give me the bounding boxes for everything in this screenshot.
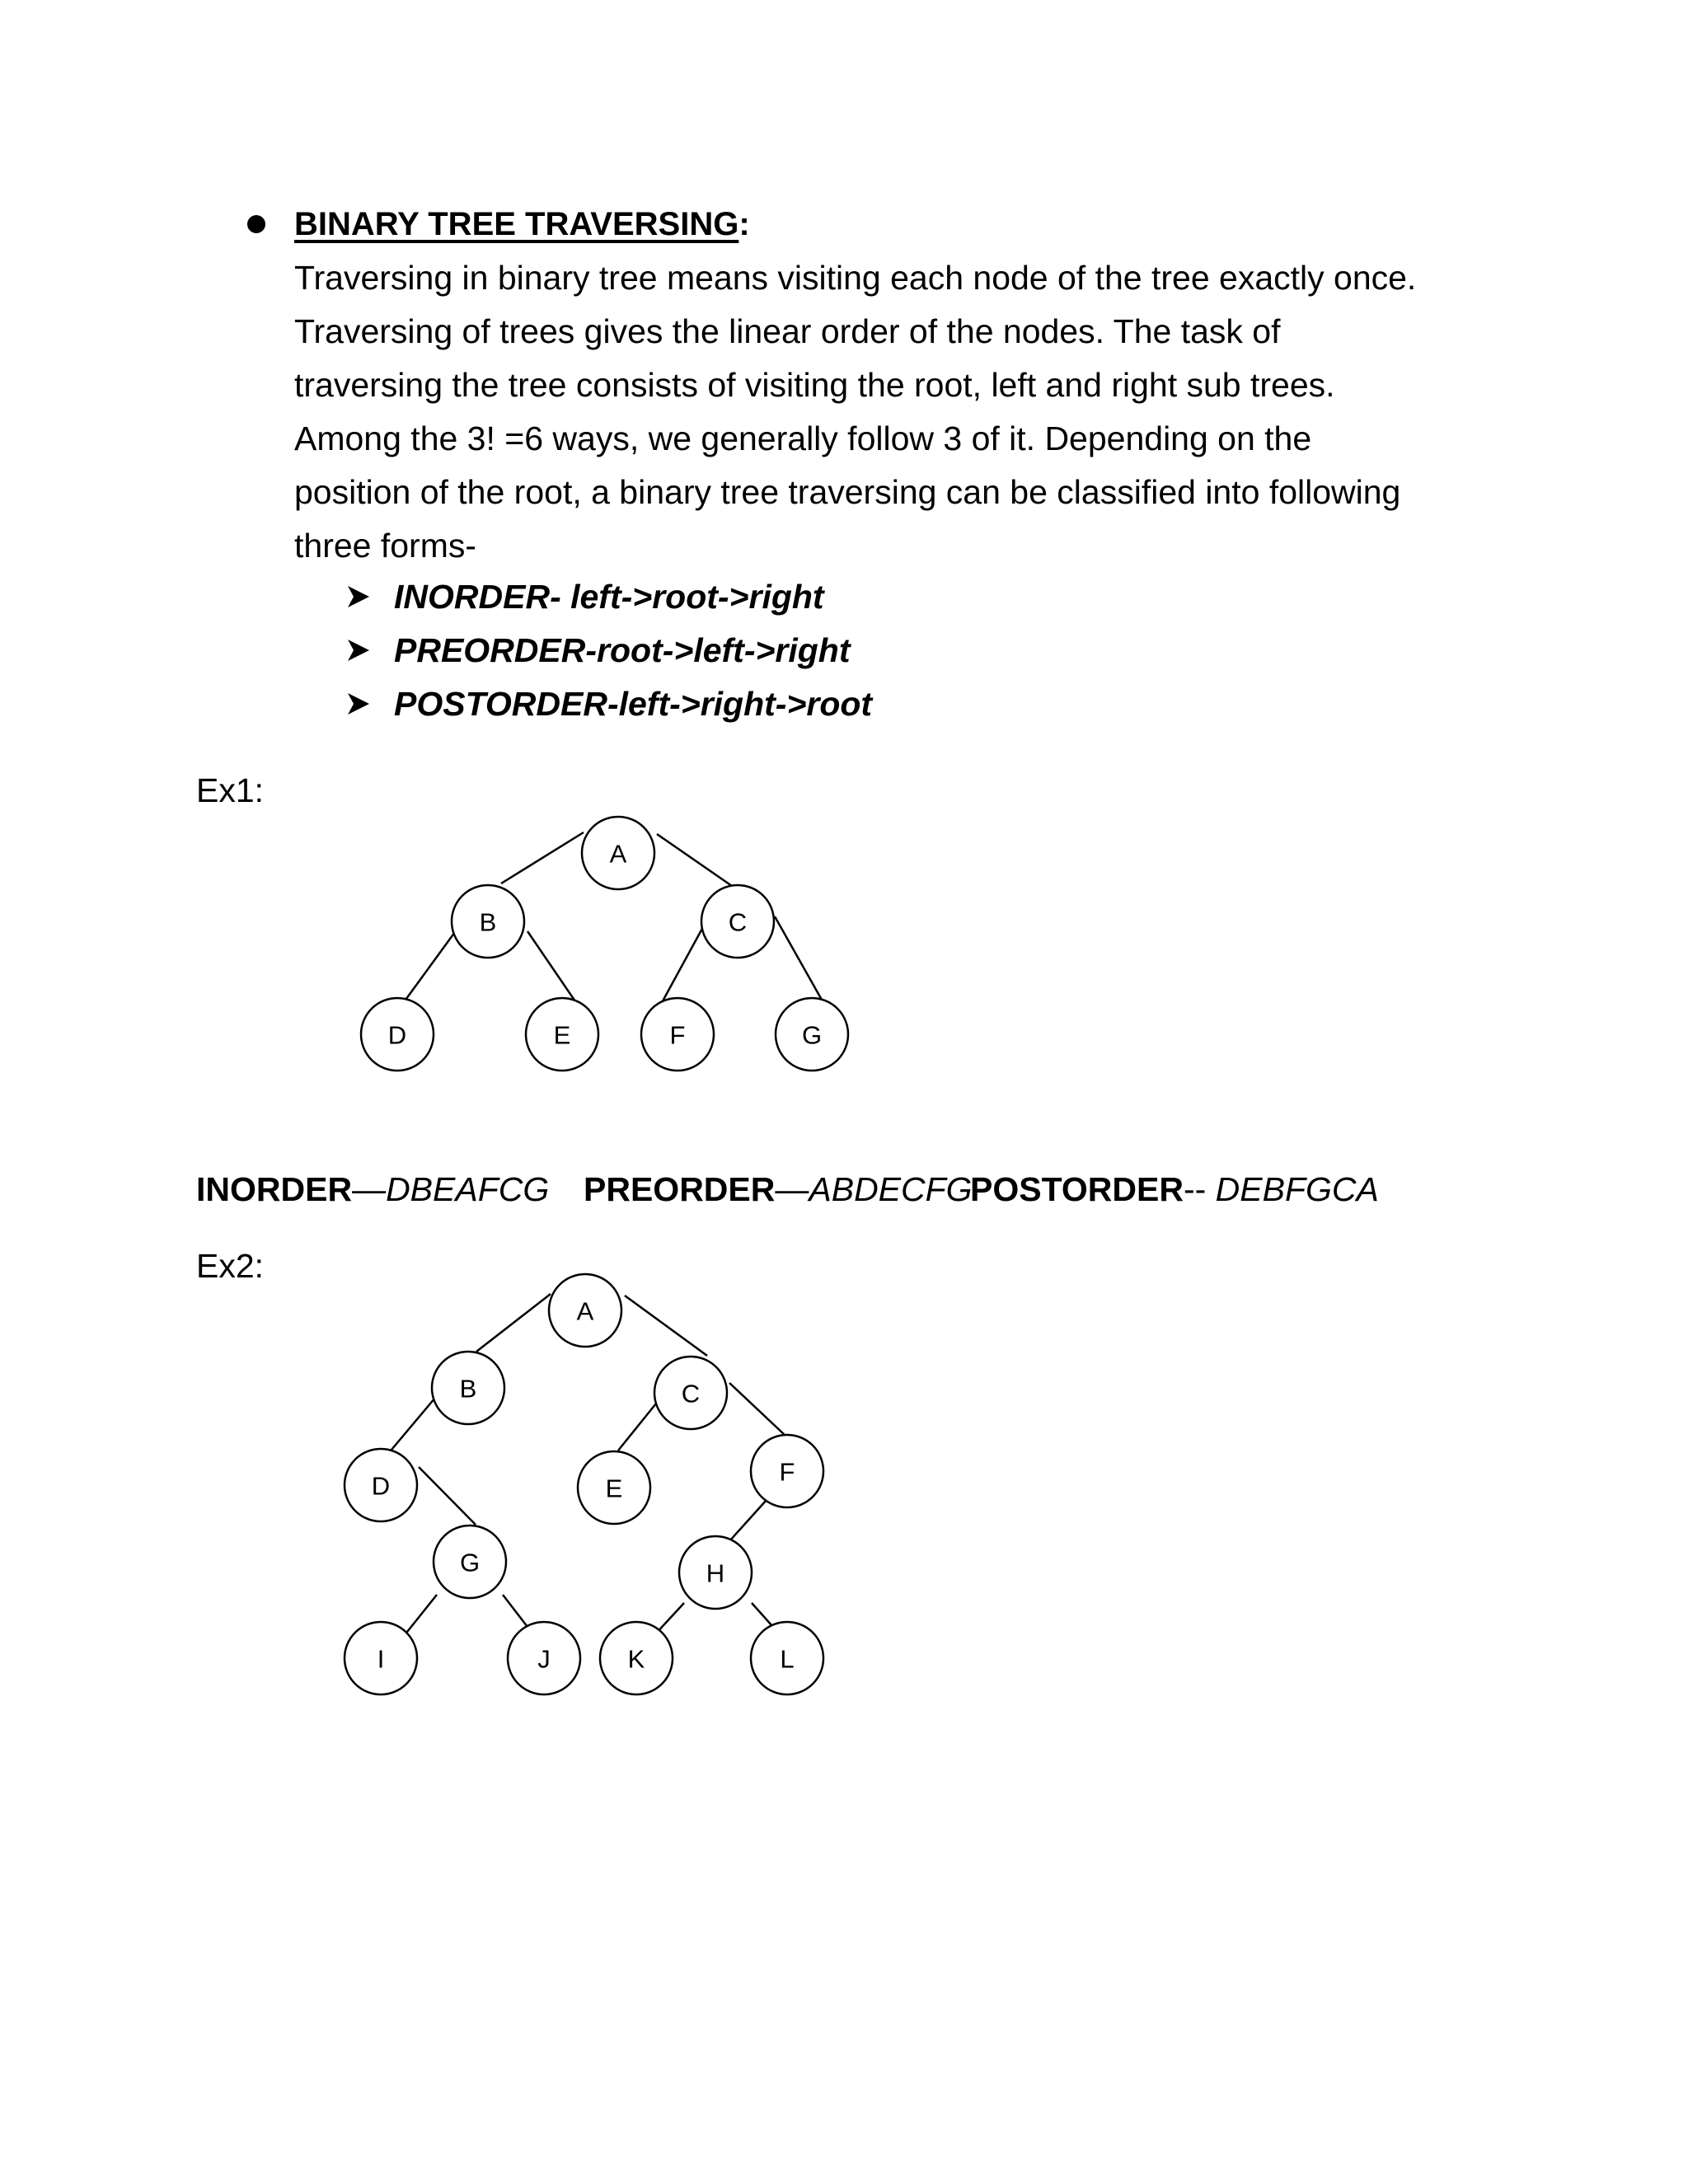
postorder-separator: -- bbox=[1183, 1170, 1216, 1208]
node-label: D bbox=[371, 1471, 391, 1501]
preorder-result bbox=[584, 1166, 973, 1212]
form-item-text: PREORDER-root->left->right bbox=[394, 631, 851, 669]
node-label: E bbox=[553, 1020, 571, 1050]
inorder-value: DBEAFCG bbox=[386, 1170, 550, 1208]
paragraph-line: Traversing in binary tree means visiting each node of the tree exactly once. bbox=[294, 259, 1417, 297]
inorder-separator: — bbox=[352, 1170, 387, 1208]
node-label: H bbox=[706, 1558, 725, 1588]
postorder-value: DEBFGCA bbox=[1215, 1170, 1379, 1208]
edge-c-e bbox=[618, 1399, 659, 1451]
node-label: G bbox=[801, 1020, 823, 1050]
node-label: I bbox=[377, 1644, 385, 1674]
paragraph-line: Traversing of trees gives the linear order of the nodes. The task of bbox=[294, 312, 1281, 350]
node-label: K bbox=[627, 1644, 645, 1674]
form-item-text: POSTORDER-left->right->root bbox=[394, 685, 873, 723]
edge-d-g bbox=[419, 1467, 476, 1525]
edge-a-c bbox=[625, 1296, 707, 1356]
edge-b-d bbox=[401, 926, 459, 1005]
edge-a-b bbox=[476, 1294, 551, 1352]
edge-b-e bbox=[528, 931, 577, 1004]
node-label: A bbox=[576, 1296, 594, 1326]
paragraph-line: position of the root, a binary tree traversing can be classified into following bbox=[294, 473, 1401, 511]
node-label: B bbox=[459, 1374, 477, 1404]
inorder-result bbox=[196, 1166, 549, 1212]
node-label: D bbox=[387, 1020, 407, 1050]
paragraph-line: traversing the tree consists of visiting the root, left and right sub trees. bbox=[294, 366, 1335, 404]
example1-node-circles bbox=[361, 817, 848, 1071]
edge-c-g bbox=[775, 916, 826, 1007]
node-label: G bbox=[459, 1548, 481, 1577]
preorder-label: PREORDER bbox=[584, 1170, 776, 1208]
postorder-result bbox=[970, 1166, 1379, 1212]
node-label: F bbox=[779, 1457, 795, 1487]
postorder-label: POSTORDER bbox=[970, 1170, 1184, 1208]
edge-a-b bbox=[501, 832, 584, 883]
example2-node-circles bbox=[345, 1274, 823, 1694]
node-label: E bbox=[605, 1474, 623, 1503]
edge-b-d bbox=[387, 1393, 439, 1455]
node-label: B bbox=[479, 907, 497, 937]
edge-c-f bbox=[729, 1383, 785, 1436]
example1-label: Ex1: bbox=[196, 771, 265, 809]
inorder-label: INORDER bbox=[196, 1170, 353, 1208]
paragraph-line: three forms- bbox=[294, 527, 476, 565]
node-label: C bbox=[728, 907, 748, 937]
node-label: L bbox=[780, 1644, 795, 1674]
example2-label: Ex2: bbox=[196, 1247, 265, 1285]
node-label: F bbox=[669, 1020, 686, 1050]
node-label: J bbox=[537, 1644, 551, 1674]
form-item-text: INORDER- left->root->right bbox=[394, 578, 824, 616]
preorder-value: ABDECFG bbox=[809, 1170, 973, 1208]
edge-a-c bbox=[657, 834, 732, 886]
node-label: C bbox=[681, 1379, 701, 1408]
section-heading-text: BINARY TREE TRAVERSING bbox=[294, 206, 739, 242]
preorder-separator: — bbox=[775, 1170, 809, 1208]
paragraph-line: Among the 3! =6 ways, we generally follow 3 of it. Depending on the bbox=[294, 419, 1312, 457]
section-heading-colon: : bbox=[738, 206, 750, 242]
node-label: A bbox=[609, 839, 627, 869]
